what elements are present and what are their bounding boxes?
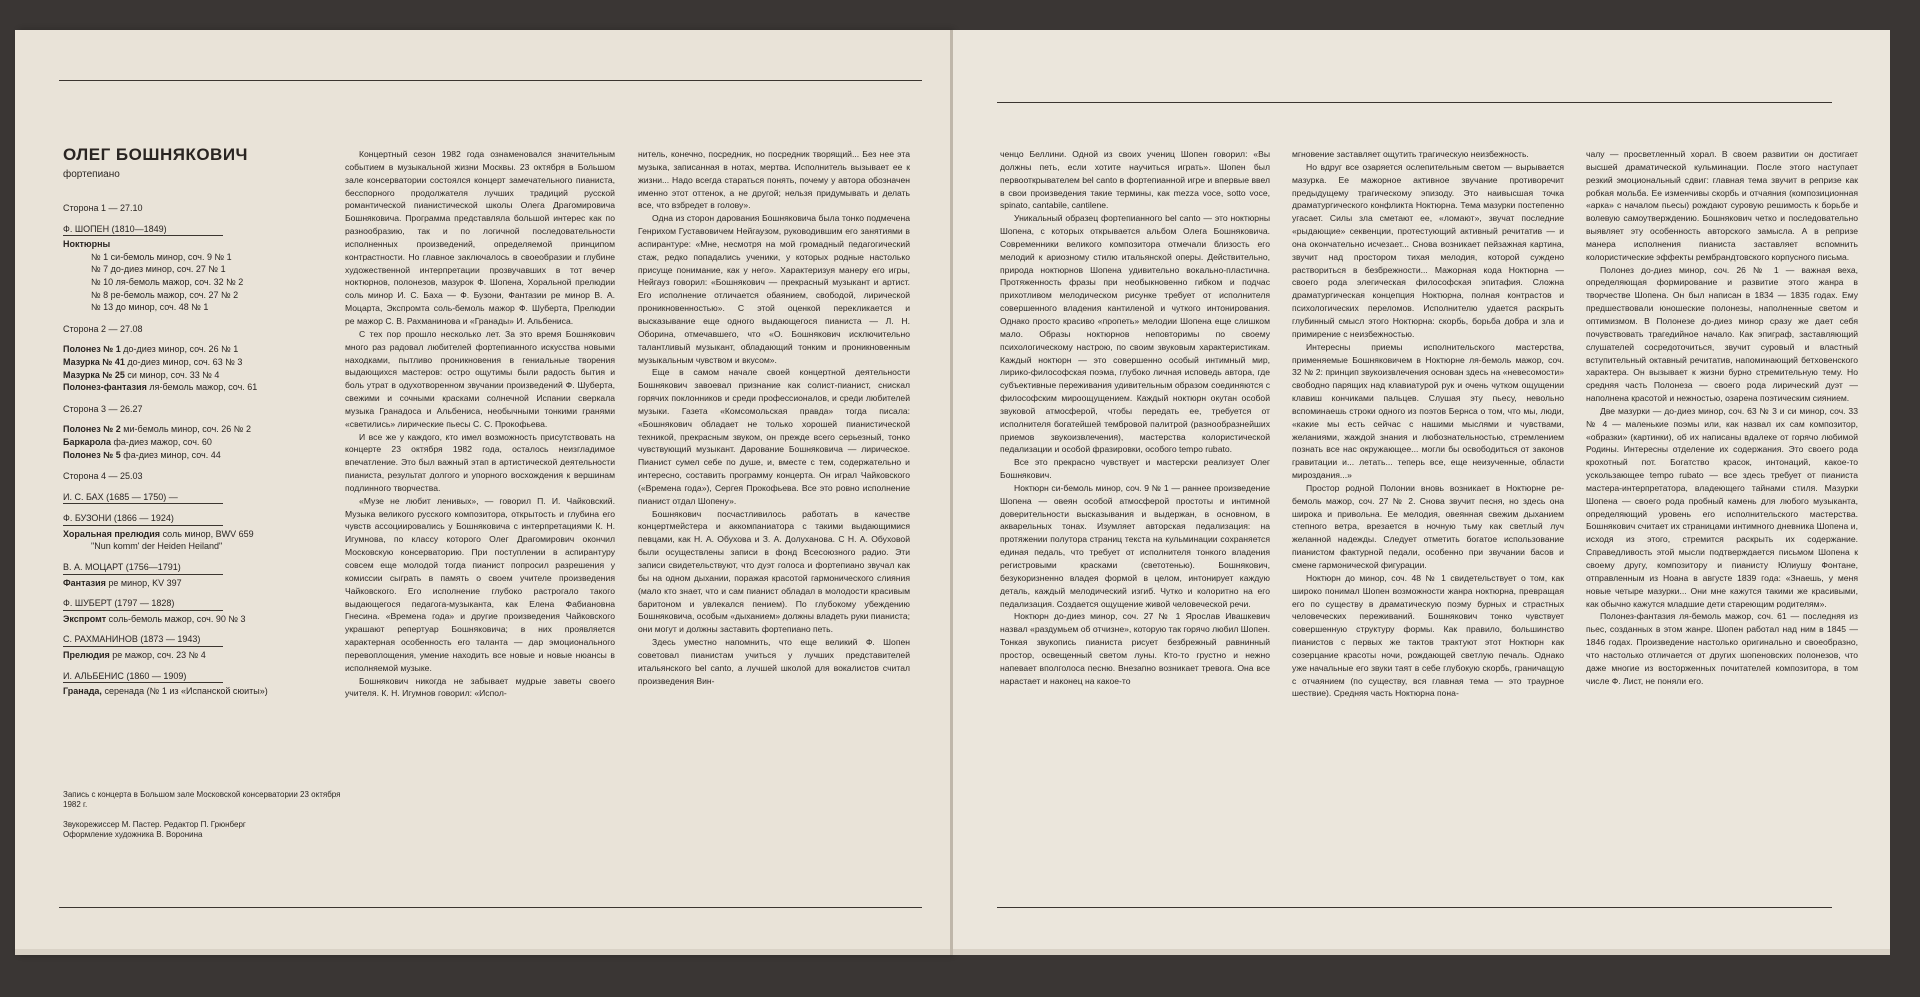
- paragraph: ченцо Беллини. Одной из своих учениц Шопен говорил: «Вы должны петь, если хотите научиться играть». Шопен был первооткрывателем bel canto в фортепианной игре и впервые ввел в свои произведения такие термины, как mezza voce, sotto voce, spinato, cantabile, cantilene.: [1000, 149, 1270, 211]
- liner-notes-column-2: [638, 148, 910, 848]
- composer-block: [63, 633, 353, 661]
- work-detail: серенада (№ 1 из «Испанской сюиты»): [101, 686, 268, 697]
- composer-name: И. АЛЬБЕНИС (1860 — 1909): [63, 670, 223, 684]
- top-rule-left: [59, 80, 922, 81]
- album-header: [63, 145, 333, 180]
- side-block: [63, 403, 353, 461]
- composer-block: [63, 491, 353, 505]
- paragraph: мгновение заставляет ощутить трагическую неизбежность.: [1292, 149, 1529, 159]
- paragraph: Уникальный образец фортепианного bel canto — это ноктюрны Шопена, с которых открывается альбом Олега Бошняковича. Современники великого композитора отмечали близость его мелодий к ариозному стилю итальянской оперы. Действительно, природа ноктюрнов Шопена удивительно вокально-пластична. Протяженность фразы при необыкновенно гибком и подчас прихотливом мелодическом рисунке требует от исполнителя совершенного владения кантиленой и чуткого интонирования. Однако просто красиво «пропеть» мелодии Шопена еще слишком мало. Образы ноктюрнов неповторимы по своему психологическому настрою, по своим звуковым характеристикам. Каждый ноктюрн — это совершенно особый интимный мир, лирико-философская поэма, глубоко личная исповедь автора, где субъективные переживания удивительным образом соединяются с философским мироощущением. Каждый ноктюрн окутан особой звуковой атмосферой, чтобы передать ее, требуется от исполнителя богатейшей тембровой палитрой (разнообразнейших приемов звукоизвлечения), мастерства колористической педализации и особой фразировки, особого tempo rubato.: [1000, 213, 1270, 455]
- work-item: [63, 540, 353, 553]
- side-block: [63, 470, 353, 698]
- work-detail: № 10 ля-бемоль мажор, соч. 32 № 2: [91, 276, 244, 287]
- work-title: Ноктюрны: [63, 239, 111, 250]
- work-detail: до-диез минор, соч. 26 № 1: [120, 344, 239, 355]
- work-item: [63, 577, 353, 590]
- paragraph: Ноктюрн до минор, соч. 48 № 1 свидетельствует о том, как широко понимал Шопен возможности жанра ноктюрна, превращая его по существу в драматическую поэму бурных и страстных человеческих переживаний. Бошнякович тонко чувствует совершенную структуру формы. Как правило, большинство пианистов с первых же тактов трактуют этот Ноктюрн как созерцание красоты ночи, рождающей светлую печаль. Однако уже начальные его звуки таят в себе глубокую скорбь, граничащую с отчаянием (по существу, вся главная тема — это траурное шествие). Средняя часть Ноктюрна пона-: [1292, 572, 1564, 699]
- work-item: [63, 381, 353, 394]
- instrument-label: фортепиано: [63, 169, 120, 180]
- side-label: Сторона 1 — 27.10: [63, 203, 143, 213]
- work-detail: ля-бемоль мажор, соч. 61: [146, 382, 258, 393]
- paragraph: Все это прекрасно чувствует и мастерски реализует Олег Бошнякович.: [1000, 457, 1270, 481]
- paragraph: Одна из сторон дарования Бошняковича была тонко подмечена Генрихом Густавовичем Нейгаузом, руководившим его занятиями в аспирантуре: «Мне, несмотря на мой громадный педагогический стаж, редко попадались ученики, у которых родные настолько присуще понимание, как у него». Характеризуя манеру его игры, Нейгауз говорил: «Бошнякович — прекрасный музыкант и артист. Его исполнение отличается обаянием, свободой, лирической проникновенностью». С этой оценкой перекликается и высказывание еще одного выдающегося пианиста — Л. Н. Оборина, отмечавшего, что «О. Бошнякович исключительно талантливый музыкант, обладающий тонким и проникновенным музыкальным чувством и вкусом».: [638, 213, 910, 365]
- composer-name: Ф. БУЗОНИ (1866 — 1924): [63, 512, 223, 526]
- bottom-rule-left: [59, 907, 922, 908]
- composer-name: Ф. ШОПЕН (1810—1849): [63, 223, 223, 237]
- paragraph: Простор родной Полонии вновь возникает в Ноктюрне ре-бемоль мажор, соч. 27 № 2. Снова звучит песня, но здесь она широка и привольна. Ее мелодия, овеянная свежим дыханием степного ветра, врезается в ночную тьму как светлый луч желанной надежды. Следует отметить богатое использование пианистом фактурной педали, особенно при звучании басов и смене гармонической фигурации.: [1292, 482, 1564, 570]
- work-title: Прелюдия: [63, 650, 110, 661]
- top-rule-right: [997, 102, 1832, 103]
- side-block: [63, 202, 353, 314]
- work-title: Баркарола: [63, 436, 111, 447]
- paragraph: Полонез до-диез минор, соч. 26 № 1 — важная веха, определяющая формирование и развитие этого жанра в творчестве Шопена. Он был написан в 1834 — 1835 годах. Ему предшествовали юношеские полонезы, наполненные светом и оптимизмом. В Полонезе до-диез минор сразу же дает себя почувствовать трагедийное начало. Как эпиграф, заставляющий слушателей сосредоточиться, звучит суровый и властный вступительный октавный речитатив, напоминающий бетховенского характера. Он вызывает к жизни бурно стремительную тему. Но средняя часть Полонеза — своего рода лирический дуэт — наполнена красотой и нежностью, озарена поэтическим сиянием.: [1586, 264, 1858, 404]
- work-item: [63, 276, 353, 289]
- paragraph: Ноктюрн до-диез минор, соч. 27 № 1 Ярослав Ивашкевич назвал «раздумьем об отчизне», которую так горячо любил Шопен. Тонкая звукопись пианиста рисует безбрежный равнинный простор, освещенный светом луны. Кто-то грустно и нежно напевает вполголоса песню. Внезапно возникает тревога. Она все нарастает и наконец на какое-то: [1000, 611, 1270, 686]
- work-title: Мазурка № 41: [63, 356, 125, 367]
- work-detail: соль-бемоль мажор, соч. 90 № 3: [106, 613, 246, 624]
- work-item: [63, 685, 353, 698]
- work-title: Мазурка № 25: [63, 369, 125, 380]
- work-detail: № 1 си-бемоль минор, соч. 9 № 1: [91, 251, 232, 262]
- work-title: Полонез-фантазия: [63, 382, 147, 393]
- work-item: [63, 649, 353, 662]
- recording-note: Запись с концерта в Большом зале Московской консерватории 23 октября 1982 г.: [63, 790, 341, 809]
- paragraph: чалу — просветленный хорал. В своем развитии он достигает высшей драматической кульминации. После этого наступает резкий эмоциональный сдвиг: главная тема звучит в репризе как робкая мольба. Ее изменчивы скорбь и отчаяния (композиционная «арка» с началом пьесы) рождают суровую решимость к борьбе и волевую самоутверждению. Бошнякович четко и последовательно выявляет эту особенность авторского замысла. А в репризе манера исполнения пианиста заставляет вспомнить колористические эффекты рембрандтовского корпусного письма.: [1586, 149, 1858, 262]
- page-edge-right: [953, 949, 1890, 955]
- work-detail: соль минор, BWV 659: [160, 528, 254, 539]
- design-credit: Оформление художника В. Воронина: [63, 830, 203, 839]
- composer-name: И. С. БАХ (1685 — 1750) —: [63, 491, 223, 505]
- work-detail: № 7 до-диез минор, соч. 27 № 1: [91, 264, 226, 275]
- work-detail: ре минор, KV 397: [105, 577, 182, 588]
- staff-credits: Звукорежиссер М. Пастер. Редактор П. Грюнберг: [63, 820, 246, 829]
- composer-block: [63, 561, 353, 589]
- composer-block: [63, 670, 353, 698]
- composer-name: В. А. МОЦАРТ (1756—1791): [63, 561, 223, 575]
- composer-block: [63, 223, 353, 314]
- work-item: [63, 343, 353, 356]
- paragraph: Бошнякович никогда не забывает мудрые заветы своего учителя. К. Н. Игумнов говорил: «Испол-: [345, 675, 615, 699]
- work-item: [63, 356, 353, 369]
- work-detail: ре мажор, соч. 23 № 4: [109, 650, 206, 661]
- liner-notes-column-1: [345, 148, 615, 848]
- work-title: Полонез № 1: [63, 344, 121, 355]
- work-detail: "Nun komm' der Heiden Heiland": [91, 541, 223, 552]
- page-edge-left: [15, 949, 950, 955]
- paragraph: Интересны приемы исполнительского мастерства, применяемые Бошняковичем в Ноктюрне ля-бемоль мажор, соч. 32 № 2: принцип звукоизвлечения основан здесь на «невесомости» свободно парящих над клавиатурой рук и очень чутком ощущении клавиш кончиками пальцев. Слушая эту пьесу, невольно вспоминаешь строки одного из поэтов Бернса о том, что мы, люди, «какие мы есть сейчас с нашими мыслями и чувствами, желаниями, жаждой знания и любознательностью, стремлением познать все нас окружающее... могли бы освободиться от законов гравитации и... летать... теперь все, еще неизученные, области мироздания...»: [1292, 341, 1564, 481]
- composer-name: С. РАХМАНИНОВ (1873 — 1943): [63, 633, 223, 647]
- work-item: [63, 528, 353, 541]
- composer-block: [63, 343, 353, 393]
- work-item: [63, 301, 353, 314]
- work-title: Фантазия: [63, 577, 106, 588]
- side-label: Сторона 3 — 26.27: [63, 403, 143, 414]
- work-item: [63, 613, 353, 626]
- bottom-rule-right: [997, 907, 1832, 908]
- work-detail: № 8 ре-бемоль мажор, соч. 27 № 2: [91, 289, 239, 300]
- work-item: [63, 289, 353, 302]
- paragraph: «Музе не любит ленивых», — говорил П. И. Чайковский. Музыка великого русского композитора, открытость и глубина его чувств ассоциировались у Бошняковича с интерпретациями К. Н. Игумнова, по классу которого Олег Драгомирович окончил Московскую консерваторию. При поступлении в аспирантуру совсем еще молодой тогда пианист попросил разрешения у комиссии сыграть в память о своем учителе произведения Чайковского. Его исполнение глубоко растрогало такого выдающегося педагога-музыканта, как Елена Фабиановна Гнесина. «Времена года» и другие произведения Чайковского украшают репертуар Бошняковича; в них проявляется характерная особенность его таланта — дар эмоционального перевоплощения, умение находить все новые и новые нюансы в исполняемой музыке.: [345, 495, 615, 673]
- composer-block: [63, 512, 353, 553]
- side-label: Сторона 2 — 27.08: [63, 323, 143, 334]
- paragraph: Ноктюрн си-бемоль минор, соч. 9 № 1 — раннее произведение Шопена — овеян особой атмосферой простоты и интимной доверительности высказывания и выдержан, в основном, в акварельных тонах. Изумляет авторская педализация: на протяжении полутора страниц текста на кульминации сохраняется единая педаль, что требует от исполнителя тонкого владения регистровыми красками (светотенью). Бошнякович, безукоризненно владея формой в целом, интонирует каждую деталь, каждый мелодический изгиб. Чутко и колоритно на его педализация. Создается ощущение живой человеческой речи.: [1000, 482, 1270, 609]
- side-block: [63, 323, 353, 394]
- work-item: [63, 238, 353, 251]
- credits: [63, 790, 353, 840]
- paragraph: И все же у каждого, кто имел возможность присутствовать на концерте 23 октября 1982 года, осталось неизгладимое впечатление. Это был важный этап в артистической деятельности пианиста, результат долгого и упорного восхождения к вершинам подлинного творчества.: [345, 431, 615, 493]
- paragraph: Концертный сезон 1982 года ознаменовался значительным событием в музыкальной жизни Москвы. 23 октября в Большом зале консерватории состоялся концерт замечательного пианиста, бесспорного продолжателя лучших традиций русской романтической пианистической школы Олега Драгомировича Бошняковича. Программа представляла большой интерес как по разнообразию, так и по логичной последовательности исполненных произведений, определяемой принципом контрастности. Но главное заключалось в своеобразии и глубине художественной интерпретации прозвучавших в тот вечер ноктюрнов, полонезов, мазурок Ф. Шопена, Хоральной прелюдии соль минор И. С. Баха — Ф. Бузони, Фантазии ре минор В. А. Моцарта, Экспромта соль-бемоль мажор Ф. Шуберта, Прелюдии ре мажор С. В. Рахманинова и «Гранады» И. Альбениса.: [345, 149, 615, 326]
- work-item: [63, 251, 353, 264]
- paragraph: нитель, конечно, посредник, но посредник творящий... Без нее эта музыка, записанная в нотах, мертва. Исполнитель вызывает ее к жизни... Надо всегда стараться понять, почему у автора обозначен именно этот оттенок, а не другой; нельзя придумывать и делать все, что взбредет в голову».: [638, 149, 910, 211]
- liner-notes-column-5: [1586, 148, 1858, 848]
- work-detail: си минор, соч. 33 № 4: [124, 369, 220, 380]
- work-detail: ми-бемоль минор, соч. 26 № 2: [120, 424, 251, 435]
- work-item: [63, 423, 353, 436]
- work-item: [63, 263, 353, 276]
- side-label: Сторона 4 — 25.03: [63, 471, 143, 482]
- work-detail: № 13 до минор, соч. 48 № 1: [91, 302, 209, 313]
- paragraph: Но вдруг все озаряется ослепительным светом — вырывается мазурка. Ее мажорное активное звучание противоречит предыдущему трагическому эпизоду. Это наивысшая точка драматургического конфликта Ноктюрна. Тема мазурки постепенно угасает. Силы зла сметают ее, «ломают», звучат последние «рыдающие» секвенции, протестующий активный речитатив — и она окончательно исчезает... Снова возникает пейзажная картина, звучит над простором тихая мелодия, которой суждено раствориться в безбрежности... Мажорная кода Ноктюрна — своего рода элегическая философская эпитафия. Сложна драматургическая концепция Ноктюрна, полная контрастов и психологических переломов. Исполнителю удается раскрыть глубинный смысл этого Ноктюрна: скорбь, борьба добра и зла и примирение с неизбежностью.: [1292, 161, 1564, 339]
- composer-block: [63, 597, 353, 625]
- composer-name: Ф. ШУБЕРТ (1797 — 1828): [63, 597, 223, 611]
- paragraph: Полонез-фантазия ля-бемоль мажор, соч. 61 — последняя из пьес, созданных в этом жанре. Шопен работал над ним в 1845 — 1846 годах. Произведение настолько оригинально и своеобразно, что настолько отличается от других шопеновских полонезов, что даже многие из восторженных почитателей композитора, в том числе Ф. Лист, не поняли его.: [1586, 611, 1858, 686]
- work-title: Полонез № 2: [63, 424, 121, 435]
- work-item: [63, 436, 353, 449]
- work-detail: до-диез минор, соч. 63 № 3: [124, 356, 243, 367]
- work-title: Хоральная прелюдия: [63, 528, 161, 539]
- paragraph: Здесь уместно напомнить, что еще великий Ф. Шопен советовал пианистам учиться у лучших представителей итальянского bel canto, а лучшей школой для вокалистов считал произведения Вин-: [638, 637, 910, 686]
- track-program: [63, 202, 353, 698]
- work-title: Экспромт: [63, 613, 107, 624]
- paragraph: С тех пор прошло несколько лет. За это время Бошнякович много раз радовал любителей фортепианного искусства новыми находками, пытливо проникновения в гениальные творения выдающихся мастеров: остро ощутимы были радость бытия и боль утрат в одухотворенном звучании произведений Ф. Шуберта, свежими и сочными красками солнечной Испании сверкала музыка Гранадоса и Альбениса, необычными тонкими гранями «светились» лирические пьесы С. С. Прокофьева.: [345, 328, 615, 429]
- work-item: [63, 369, 353, 382]
- artist-name: ОЛЕГ БОШНЯКОВИЧ: [63, 145, 248, 164]
- paragraph: Еще в самом начале своей концертной деятельности Бошнякович завоевал признание как солист-пианист, снискал горячих поклонников и среди профессионалов, и среди любителей музыки. Газета «Комсомольская правда» тогда писала: «Бошнякович обладает не только хорошей пианистической техникой, прекрасным звуком, он прежде всего серьезный, тонко чувствующий музыкант. Дарование Бошняковича — лирическое. Пианист сумел себе по душе, и, вместе с тем, содержательно и интересно, составить программу концерта. Он играл Чайковского («Времена года»), Сергея Прокофьева. Все это ровно исполнение пианист отдал Шопену».: [638, 367, 910, 506]
- liner-notes-column-3: [1000, 148, 1270, 848]
- liner-notes-column-4: [1292, 148, 1564, 848]
- paragraph: Бошнякович посчастливилось работать в качестве концертмейстера и аккомпаниатора с такими выдающимися певцами, как Н. А. Обухова и З. А. Долуханова. С Н. А. Обуховой были осуществлены записи в фонд Всесоюзного радио. Эти записи свидетельствуют, что дуэт голоса и фортепиано звучал как бы на одном дыхании, поражая красотой гармонического слияния (мало кто знает, что и сам пианист обладал в молодости красивым баритоном и увлекался пением). По глубокому убеждению Бошняковича, особым «дыханием» должны владеть руки пианиста; они могут и должны заставить фортепиано петь.: [638, 508, 910, 635]
- paragraph: Две мазурки — до-диез минор, соч. 63 № 3 и си минор, соч. 33 № 4 — маленькие поэмы или, как назвал их сам композитор, «образки» (картинки), об их написаны вдалеке от горячо любимой Родины. Интересны отделение их содержания. Это своего рода крохотный пот. Богатство красок, интонаций, какое-то ускользающее tempo rubato — все здесь требует от пианиста мастера-интерпретатора, владеющего тайнами стиля. Мазурки Шопена — своего рода пробный камень для любого музыканта, определяющий уровень его исполнительского мастерства. Бошнякович считает их страницами интимного дневника Шопена и, исходя из этого, стремится раскрыть их содержание. Справедливость этой мысли подтверждается письмом Шопена к своему другу, композитору и пианисту Юлиушу Фонтане, отправленным из Ноана в августе 1839 года: «Знаешь, у меня новые четыре мазурки... Они мне кажутся такими же красивыми, как обычно кажутся младшие дети стареющим родителям».: [1586, 405, 1858, 609]
- work-detail: фа-диез мажор, соч. 60: [110, 436, 212, 447]
- composer-block: [63, 423, 353, 461]
- work-title: Полонез № 5: [63, 449, 121, 460]
- work-detail: фа-диез минор, соч. 44: [120, 449, 221, 460]
- work-item: [63, 449, 353, 462]
- work-title: Гранада,: [63, 686, 102, 697]
